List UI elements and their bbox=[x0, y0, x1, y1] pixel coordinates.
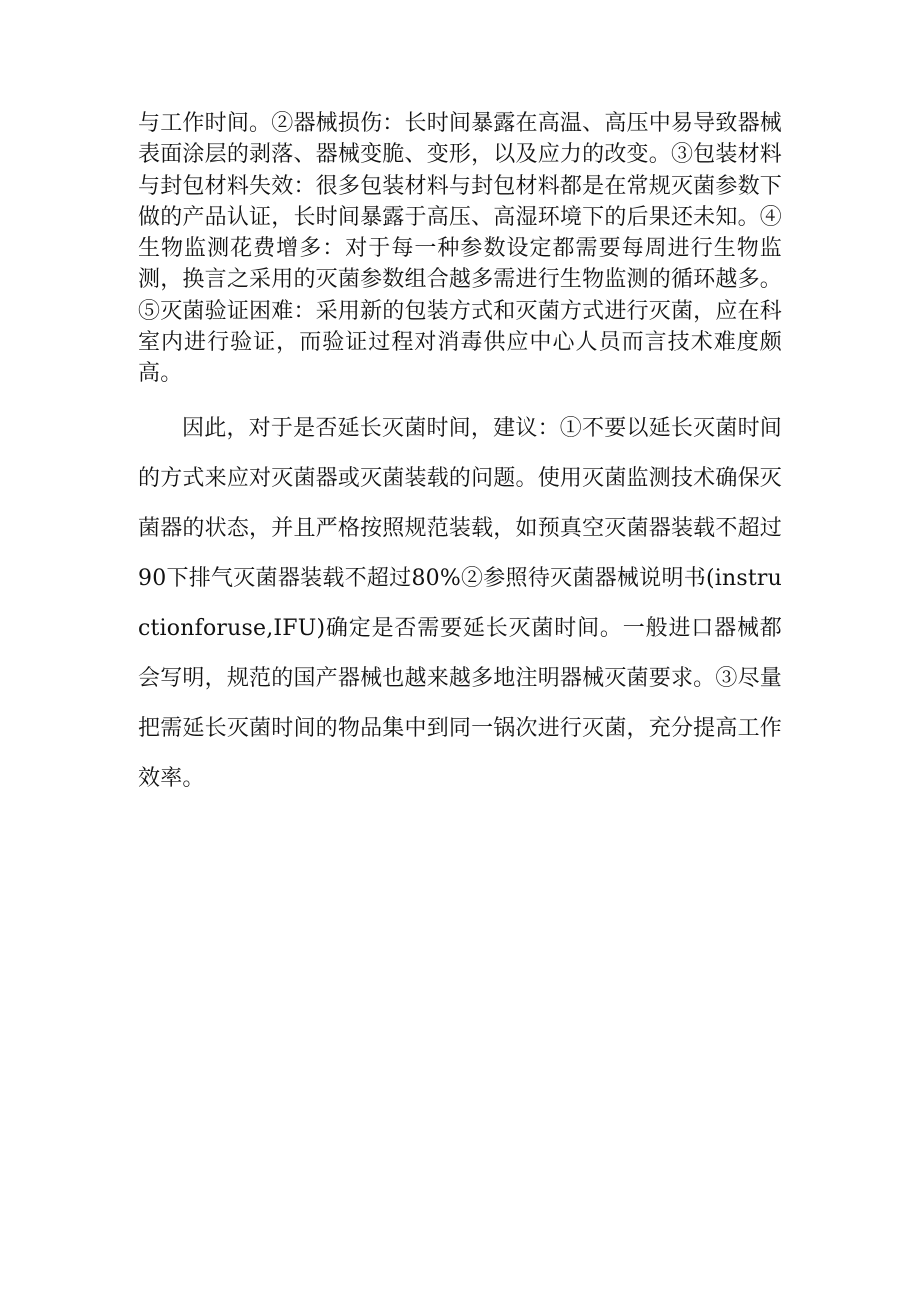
paragraph-sterilization-risks: 与工作时间。②器械损伤：长时间暴露在高温、高压中易导致器械表面涂层的剥落、器械变脆、变形，以及应力的改变。③包装材料与封包材料失效：很多包装材料与封包材料都是在常规灭菌参数下做的产品认证，长时间暴露于高压、高湿环境下的后果还未知。④生物监测花费增多：对于每一种参数设定都需要每周进行生物监测，换言之采用的灭菌参数组合越多需进行生物监测的循环越多。⑤灭菌验证困难：采用新的包装方式和灭菌方式进行灭菌，应在科室内进行验证，而验证过程对消毒供应中心人员而言技术难度颇高。 bbox=[138, 111, 782, 387]
document-body bbox=[138, 108, 782, 804]
paragraph-recommendations: 因此，对于是否延长灭菌时间，建议：①不要以延长灭菌时间的方式来应对灭菌器或灭菌装载的问题。使用灭菌监测技术确保灭菌器的状态，并且严格按照规范装载，如预真空灭菌器装载不超过90下排气灭菌器装载不超过80%②参照待灭菌器械说明书(instructionforuse,IFU)确定是否需要延长灭菌时间。一般进口器械都会写明，规范的国产器械也越来越多地注明器械灭菌要求。③尽量把需延长灭菌时间的物品集中到同一锅次进行灭菌，充分提高工作效率。 bbox=[138, 415, 782, 791]
